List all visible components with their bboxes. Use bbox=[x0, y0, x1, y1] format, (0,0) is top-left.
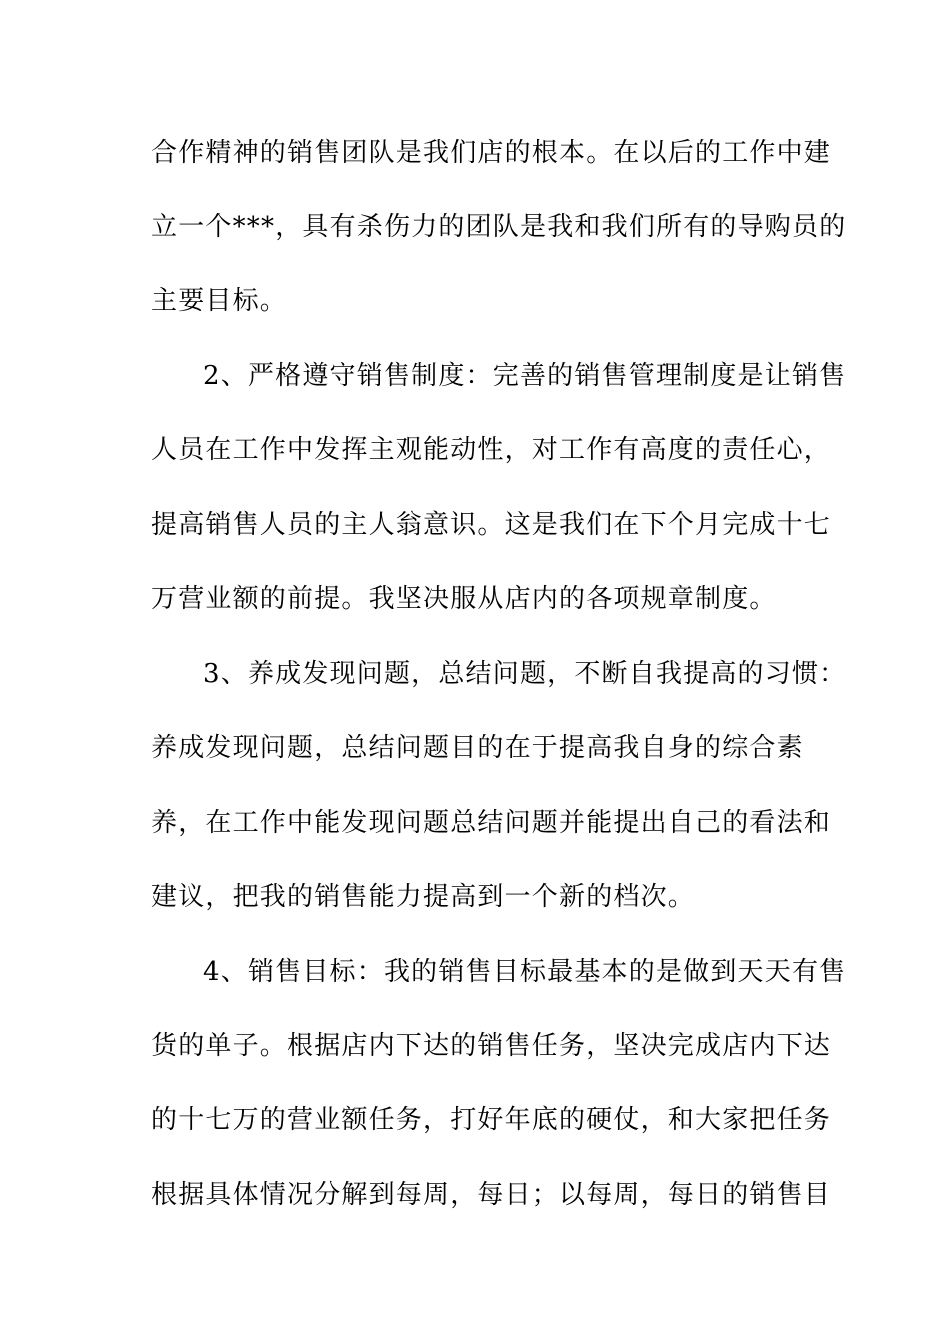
text-line: 建议，把我的销售能力提高到一个新的档次。 bbox=[151, 882, 696, 912]
paragraph-4-first-line: 4、销售目标：我的销售目标最基本的是做到天天有售 bbox=[203, 957, 847, 987]
text-line: 合作精神的销售团队是我们店的根本。在以后的工作中建 bbox=[151, 138, 832, 168]
text-line: 立一个***，具有杀伤力的团队是我和我们所有的导购员的 bbox=[151, 212, 847, 242]
paragraph-3-first-line: 3、养成发现问题，总结问题，不断自我提高的习惯： bbox=[203, 659, 847, 689]
text-line: 提高销售人员的主人翁意识。这是我们在下个月完成十七 bbox=[151, 510, 832, 540]
text-line: 主要目标。 bbox=[151, 286, 288, 316]
text-line: 万营业额的前提。我坚决服从店内的各项规章制度。 bbox=[151, 584, 777, 614]
text-line: 根据具体情况分解到每周，每日；以每周，每日的销售目 bbox=[151, 1180, 832, 1210]
text-line: 货的单子。根据店内下达的销售任务，坚决完成店内下达 bbox=[151, 1031, 832, 1061]
paragraph-2-first-line: 2、严格遵守销售制度：完善的销售管理制度是让销售 bbox=[203, 361, 847, 391]
text-line: 的十七万的营业额任务，打好年底的硬仗，和大家把任务 bbox=[151, 1105, 832, 1135]
text-line: 养，在工作中能发现问题总结问题并能提出自己的看法和 bbox=[151, 808, 832, 838]
text-line: 人员在工作中发挥主观能动性，对工作有高度的责任心， bbox=[151, 435, 832, 465]
text-line: 养成发现问题，总结问题目的在于提高我自身的综合素 bbox=[151, 733, 804, 763]
